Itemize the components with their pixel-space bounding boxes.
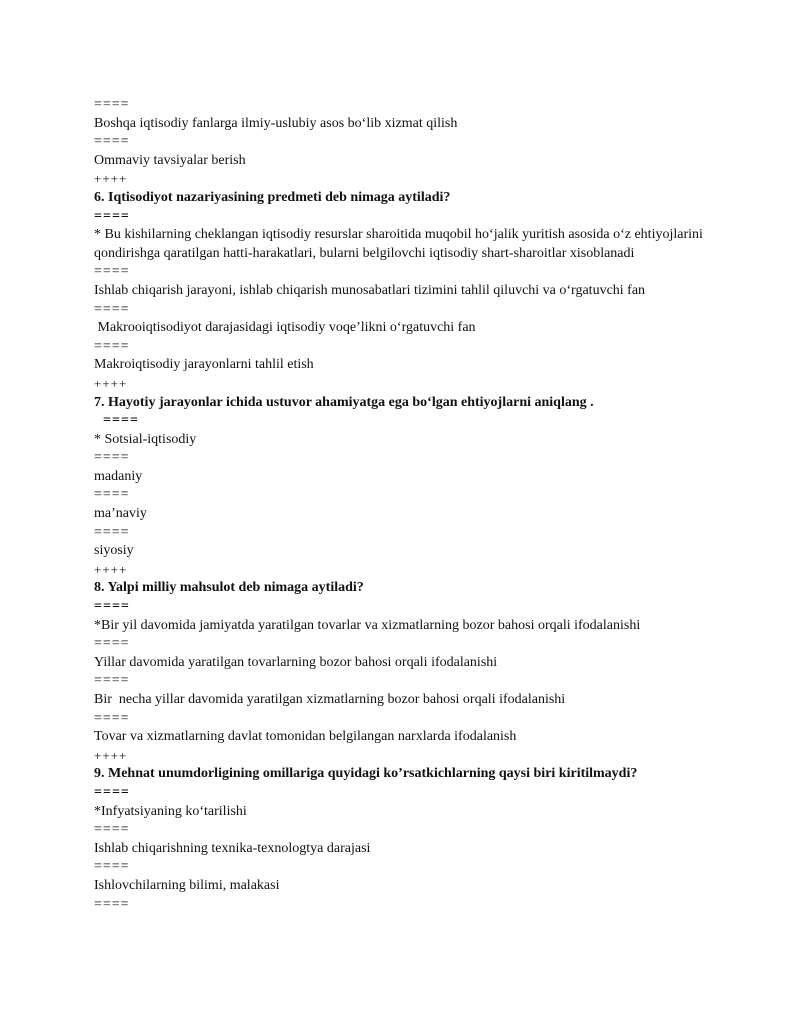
answer-option: Ishlab chiqarishning texnika-texnologtya darajasi	[94, 840, 371, 856]
separator: ====	[94, 264, 130, 280]
answer-option: madaniy	[94, 468, 143, 484]
answer-option: Tovar va xizmatlarning davlat tomonidan belgilangan narxlarda ifodalanish	[94, 729, 517, 745]
question-9-heading: 9. Mehnat unumdorligining omillariga quyidagi ko’rsatkichlarning qaysi biri kiritilmaydi?	[94, 766, 638, 782]
answer-option-correct: * Sotsial-iqtisodiy	[94, 431, 197, 447]
question-7-heading: 7. Hayotiy jarayonlar ichida ustuvor ahamiyatga ega bo‘lgan ehtiyojlarni aniqlang .	[94, 394, 594, 410]
answer-option: Boshqa iqtisodiy fanlarga ilmiy-uslubiy asos bo‘lib xizmat qilish	[94, 115, 458, 131]
separator: ====	[94, 822, 130, 838]
separator: ====	[94, 301, 130, 317]
separator: ====	[94, 896, 130, 912]
separator: ====	[94, 450, 130, 466]
answer-option: Yillar davomida yaratilgan tovarlarning bozor bahosi orqali ifodalanishi	[94, 654, 498, 670]
separator: ====	[94, 487, 130, 503]
answer-option-correct: * Bu kishilarning cheklangan iqtisodiy resurslar sharoitida muqobil ho‘jalik yuritish asosida o‘z ehtiyojlarini qondirishga qaratilgan hatti-harakatlari, bularni belgilovchi iqtisodiy shart-sharoitlar xisoblanadi	[94, 227, 703, 261]
question-6-heading: 6. Iqtisodiyot nazariyasining predmeti deb nimaga aytiladi?	[94, 189, 451, 205]
separator: ====	[94, 636, 130, 652]
separator: ====	[94, 413, 139, 429]
question-divider: ++++	[94, 171, 128, 187]
separator: ====	[94, 524, 130, 540]
answer-option: Makroiqtisodiy jarayonlarni tahlil etish	[94, 357, 314, 373]
question-divider: ++++	[94, 375, 128, 391]
separator: ====	[94, 710, 130, 726]
question-8-heading: 8. Yalpi milliy mahsulot deb nimaga aytiladi?	[94, 580, 364, 596]
separator: ====	[94, 134, 130, 150]
document-page	[94, 96, 714, 914]
answer-option: Makrooiqtisodiyot darajasidagi iqtisodiy voqe’likni o‘rgatuvchi fan	[94, 320, 476, 336]
answer-option-correct: *Infyatsiyaning ko‘tarilishi	[94, 803, 247, 819]
answer-option: Ommaviy tavsiyalar berish	[94, 152, 246, 168]
question-divider: ++++	[94, 747, 128, 763]
separator: ====	[94, 673, 130, 689]
answer-option: ma’naviy	[94, 506, 147, 522]
separator: ====	[94, 208, 130, 224]
separator: ====	[94, 599, 130, 615]
answer-option: Ishlovchilarning bilimi, malakasi	[94, 877, 280, 893]
separator: ====	[94, 97, 130, 112]
answer-option: siyosiy	[94, 543, 134, 559]
separator: ====	[94, 784, 130, 800]
answer-option: Ishlab chiqarish jarayoni, ishlab chiqarish munosabatlari tizimini tahlil qiluvchi va o‘rgatuvchi fan	[94, 282, 646, 298]
question-divider: ++++	[94, 561, 128, 577]
answer-option: Bir necha yillar davomida yaratilgan xizmatlarning bozor bahosi orqali ifodalanishi	[94, 692, 566, 707]
separator: ====	[94, 338, 130, 354]
separator: ====	[94, 859, 130, 875]
answer-option-correct: *Bir yil davomida jamiyatda yaratilgan tovarlar va xizmatlarning bozor bahosi orqali ifodalanishi	[94, 617, 641, 633]
